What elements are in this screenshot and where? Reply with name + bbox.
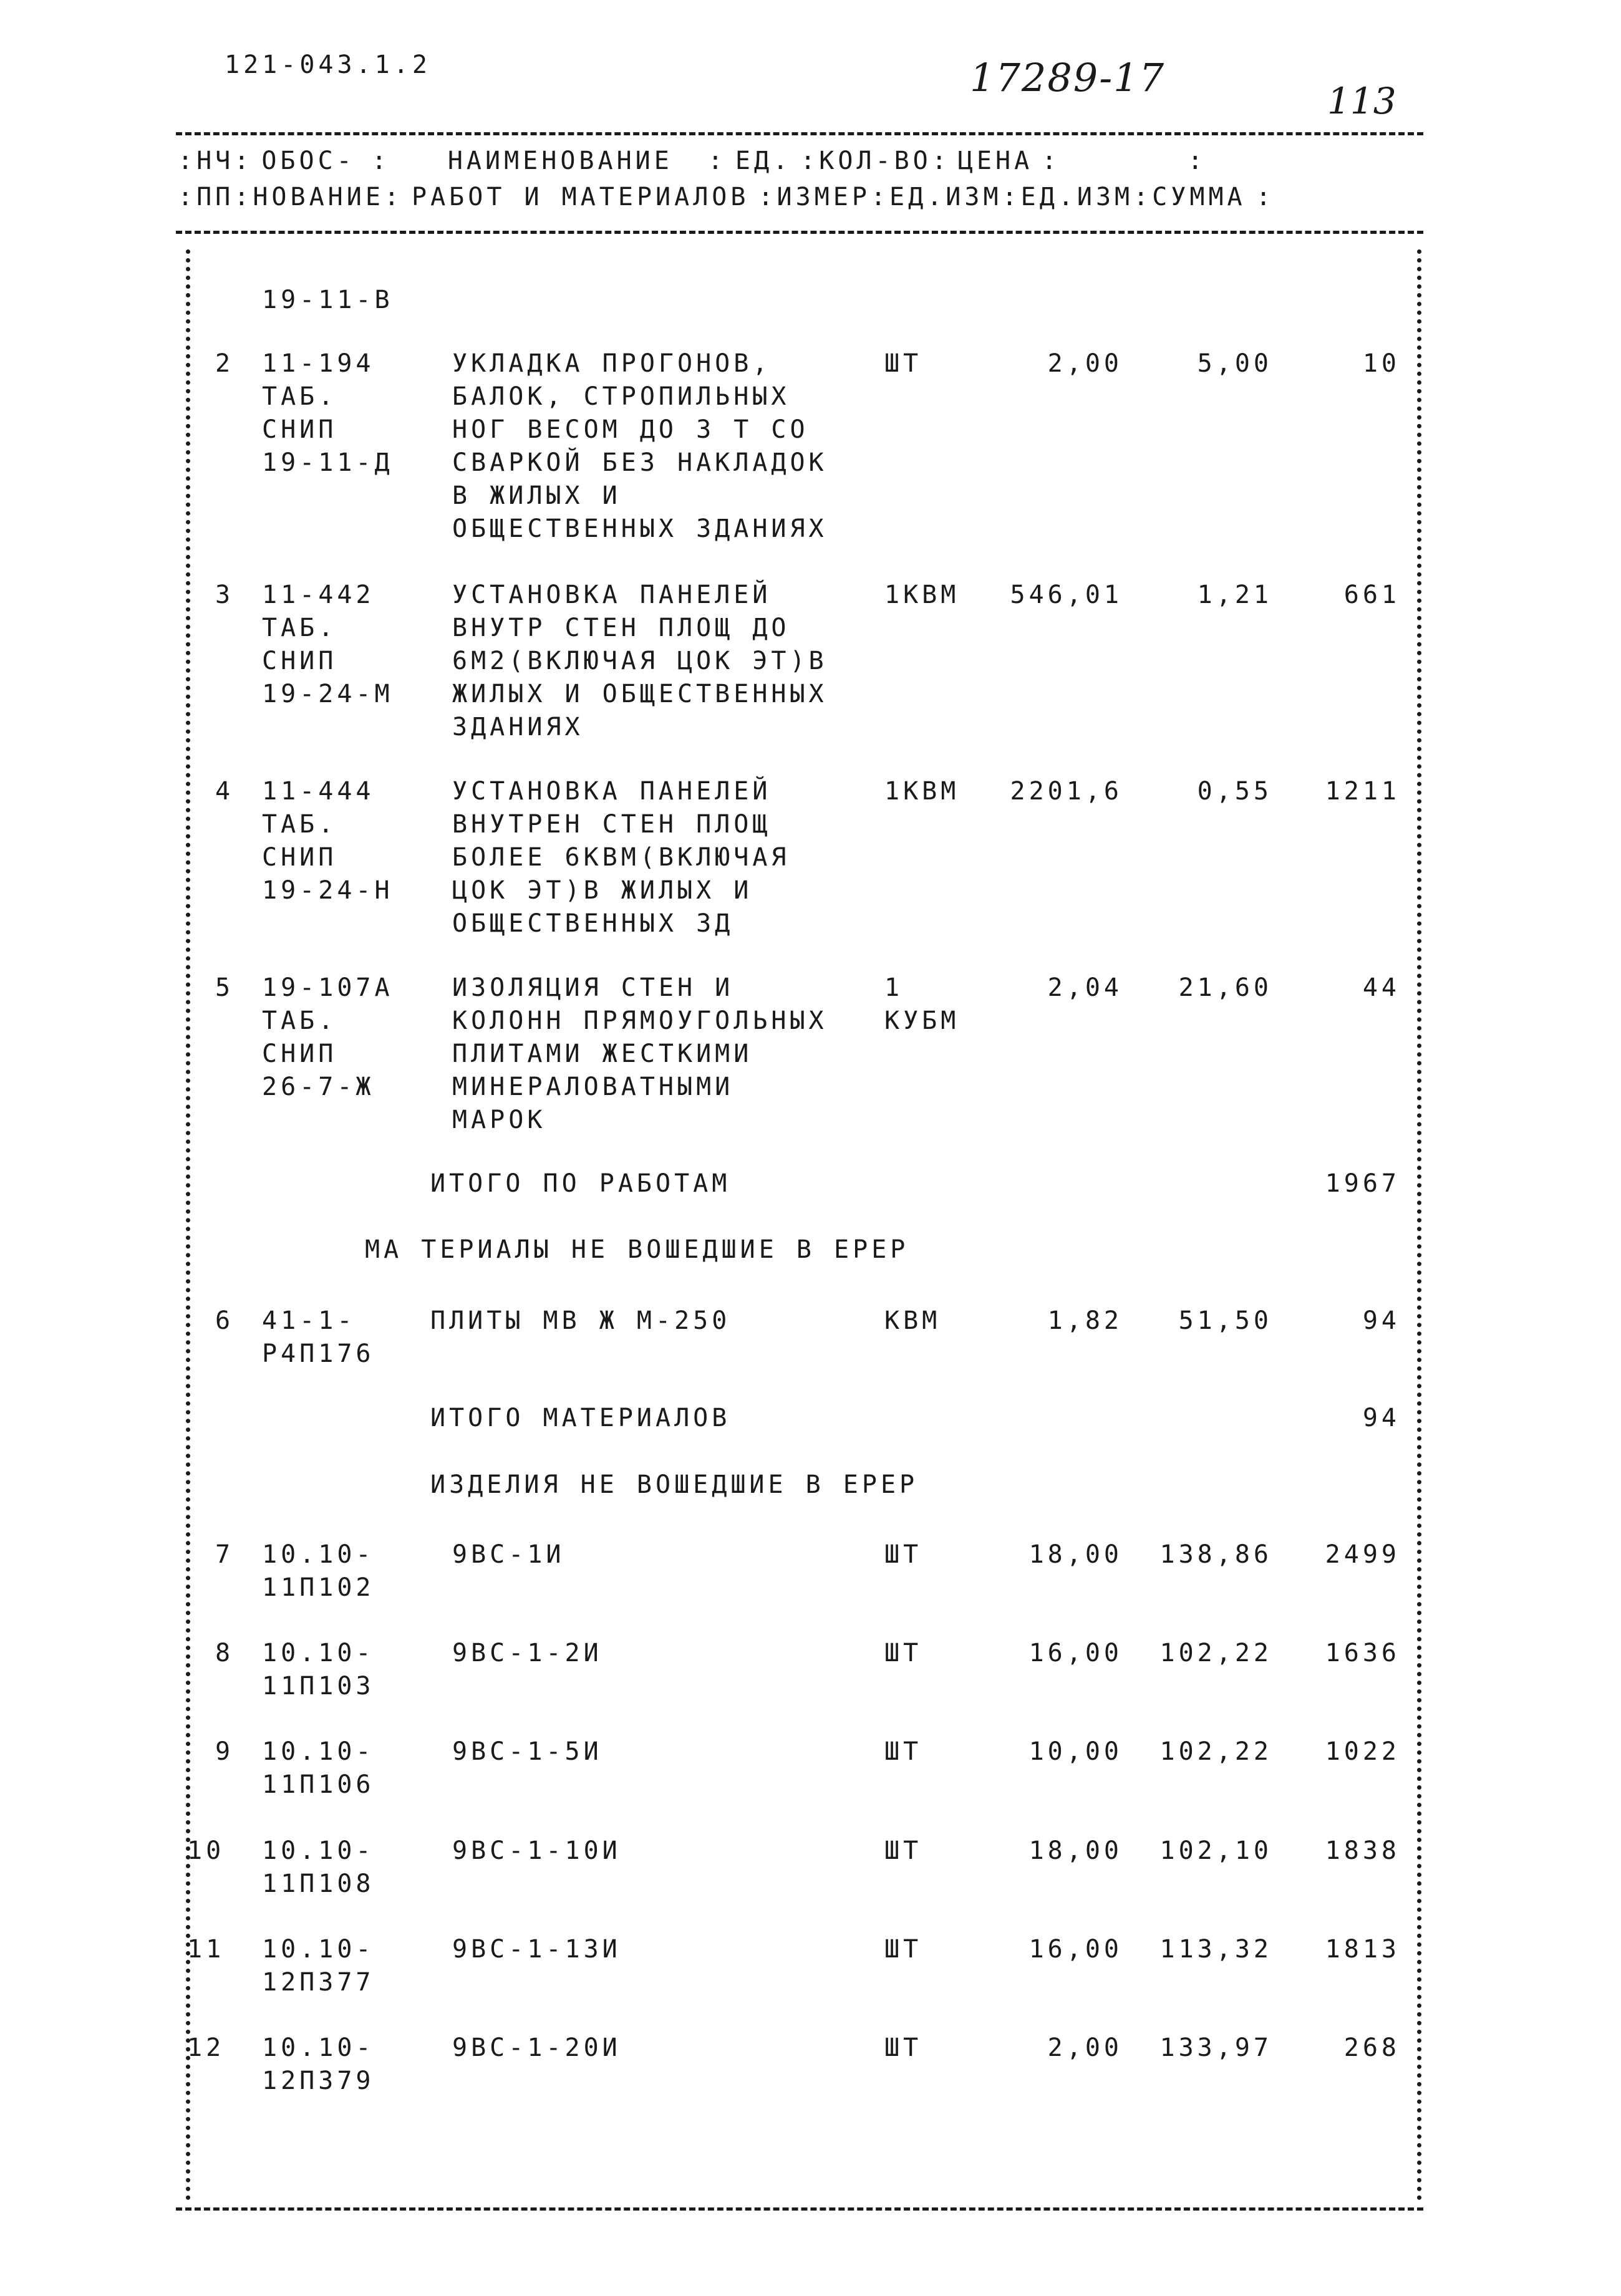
header-col-name: НАИМЕНОВАНИЕ [447, 147, 673, 175]
row-code: 11-444 ТАБ. СНИП 19-24-Н [262, 777, 394, 905]
row-number: 4 [215, 777, 235, 806]
header-line-2 [178, 181, 1275, 214]
row-unit: ШТ [884, 349, 922, 378]
row-unit: 1КВМ [884, 581, 960, 609]
row-unit: 1КВМ [884, 777, 960, 806]
row-sum: 268 [1343, 2033, 1400, 2062]
row-description: 9ВС-1-5И [452, 1737, 602, 1766]
header-col-price: ЕД.ИЗМ: [1020, 183, 1153, 211]
row-description: 9ВС-1И [452, 1540, 565, 1569]
row-unit: ШТ [884, 1836, 922, 1865]
row-quantity: 2201,6 [1010, 777, 1123, 806]
total-works-sum: 1967 [1325, 1169, 1400, 1198]
row-code: 10.10- 12П377 [262, 1935, 375, 1997]
row-code: 19-107А ТАБ. СНИП 26-7-Ж [262, 973, 394, 1101]
header-col-qty: :КОЛ-ВО: [800, 147, 951, 175]
row-quantity: 2,00 [1047, 349, 1123, 378]
row-description: ПЛИТЫ МВ Ж М-250 [430, 1306, 731, 1335]
products-heading: ИЗДЕЛИЯ НЕ ВОШЕДШИЕ В ЕРЕР [430, 1470, 919, 1499]
row-number: 3 [215, 581, 235, 609]
row-price: 133,97 [1159, 2033, 1272, 2062]
header-sep: : [1042, 147, 1061, 175]
handwritten-number: 17289-17 [970, 55, 1166, 100]
row-price: 113,32 [1159, 1935, 1272, 1964]
row-code: 10.10- 11П103 [262, 1639, 375, 1700]
row-sum: 1838 [1325, 1836, 1400, 1865]
header-col-number: :ПП: [178, 183, 253, 211]
row-sum: 10 [1362, 349, 1400, 378]
row-price: 21,60 [1178, 973, 1272, 1002]
row-sum: 44 [1362, 973, 1400, 1002]
row-number: 5 [215, 973, 235, 1002]
row-unit: ШТ [884, 1737, 922, 1766]
row-description: 9ВС-1-13И [452, 1935, 621, 1964]
row-number: 10 [187, 1836, 225, 1865]
row-code: 11-442 ТАБ. СНИП 19-24-М [262, 581, 394, 708]
row-number: 9 [215, 1737, 235, 1766]
row-quantity: 18,00 [1028, 1540, 1123, 1569]
table-row [0, 347, 1621, 612]
row-quantity: 2,04 [1047, 973, 1123, 1002]
row-quantity: 1,82 [1047, 1306, 1123, 1335]
row-unit: 1 КУБМ [884, 973, 960, 1035]
row-unit: ШТ [884, 1639, 922, 1667]
materials-heading: МА ТЕРИАЛЫ НЕ ВОШЕДШИЕ В ЕРЕР [365, 1235, 909, 1264]
row-price: 51,50 [1178, 1306, 1272, 1335]
row-number: 11 [187, 1935, 225, 1964]
table-row [0, 2032, 1621, 2296]
total-materials-label: ИТОГО МАТЕРИАЛОВ [430, 1404, 731, 1432]
header-col-basis: НОВАНИЕ: [253, 183, 403, 211]
row-description: 9ВС-1-2И [452, 1639, 602, 1667]
row-sum: 1813 [1325, 1935, 1400, 1964]
header-col-sum: СУММА [1152, 183, 1246, 211]
header-col-unit: :ИЗМЕР: [758, 183, 890, 211]
row-quantity: 16,00 [1028, 1639, 1123, 1667]
row-unit: ШТ [884, 1540, 922, 1569]
row-quantity: 16,00 [1028, 1935, 1123, 1964]
header-sep: : [707, 147, 727, 175]
header-rule [176, 231, 1423, 234]
row-code: 10.10- 11П102 [262, 1540, 375, 1602]
header-col-number: :НЧ: [178, 147, 253, 175]
row-number: 6 [215, 1306, 235, 1335]
row-code: 41-1- Р4П176 [262, 1306, 375, 1368]
total-materials-sum: 94 [1362, 1404, 1400, 1432]
row-sum: 94 [1362, 1306, 1400, 1335]
row-sum: 1211 [1325, 777, 1400, 806]
row-number: 7 [215, 1540, 235, 1569]
row-price: 1,21 [1197, 581, 1272, 609]
row-quantity: 18,00 [1028, 1836, 1123, 1865]
header-col-price: ЦЕНА [957, 147, 1033, 175]
row-number: 12 [187, 2033, 225, 2062]
row-sum: 2499 [1325, 1540, 1400, 1569]
row-unit: ШТ [884, 1935, 922, 1964]
row-unit: ШТ [884, 2033, 922, 2062]
row-quantity: 546,01 [1010, 581, 1123, 609]
row-price: 0,55 [1197, 777, 1272, 806]
row-code: 11-194 ТАБ. СНИП 19-11-Д [262, 349, 394, 477]
row-description: УСТАНОВКА ПАНЕЛЕЙ ВНУТР СТЕН ПЛОЩ ДО 6М2(ВКЛЮЧАЯ ЦОК ЭТ)В ЖИЛЫХ И ОБЩЕСТВЕННЫХ ЗДАНИЯХ [452, 581, 828, 741]
row-number: 2 [215, 349, 235, 378]
header-sep: : [1188, 147, 1207, 175]
row-description: УСТАНОВКА ПАНЕЛЕЙ ВНУТРЕН СТЕН ПЛОЩ БОЛЕЕ 6КВМ(ВКЛЮЧАЯ ЦОК ЭТ)В ЖИЛЫХ И ОБЩЕСТВЕННЫХ ЗД [452, 777, 790, 938]
header-sep: : [371, 147, 390, 175]
row-code: 10.10- 11П106 [262, 1737, 375, 1799]
document-code: 121-043.1.2 [225, 51, 431, 79]
row-description: ИЗОЛЯЦИЯ СТЕН И КОЛОНН ПРЯМОУГОЛЬНЫХ ПЛИТАМИ ЖЕСТКИМИ МИНЕРАЛОВАТНЫМИ МАРОК [452, 973, 828, 1134]
row-price: 102,22 [1159, 1737, 1272, 1766]
page-number: 113 [1327, 80, 1396, 122]
row-description: УКЛАДКА ПРОГОНОВ, БАЛОК, СТРОПИЛЬНЫХ НОГ ВЕСОМ ДО 3 Т СО СВАРКОЙ БЕЗ НАКЛАДОК В ЖИЛЫХ И ОБЩЕСТВЕННЫХ ЗДАНИЯХ [452, 349, 828, 543]
header-col-qty: ЕД.ИЗМ: [889, 183, 1021, 211]
row-price: 102,10 [1159, 1836, 1272, 1865]
row-price: 138,86 [1159, 1540, 1272, 1569]
row-unit: КВМ [884, 1306, 941, 1335]
header-sep: : [1256, 183, 1275, 211]
header-col-name: РАБОТ И МАТЕРИАЛОВ [411, 183, 750, 211]
header-line-1 [178, 145, 1206, 178]
row-number: 8 [215, 1639, 235, 1667]
row-sum: 1636 [1325, 1639, 1400, 1667]
row-code: 10.10- 11П108 [262, 1836, 375, 1898]
row-quantity: 2,00 [1047, 2033, 1123, 2062]
header-col-basis: ОБОС- [261, 147, 356, 175]
total-works-label: ИТОГО ПО РАБОТАМ [430, 1169, 731, 1198]
row-price: 5,00 [1197, 349, 1272, 378]
row-sum: 1022 [1325, 1737, 1400, 1766]
continuation-code: 19-11-В [262, 286, 394, 314]
top-rule [176, 132, 1423, 135]
row-description: 9ВС-1-20И [452, 2033, 621, 2062]
row-code: 10.10- 12П379 [262, 2033, 375, 2095]
row-price: 102,22 [1159, 1639, 1272, 1667]
row-quantity: 10,00 [1028, 1737, 1123, 1766]
row-sum: 661 [1343, 581, 1400, 609]
header-col-unit: ЕД. [735, 147, 792, 175]
row-description: 9ВС-1-10И [452, 1836, 621, 1865]
